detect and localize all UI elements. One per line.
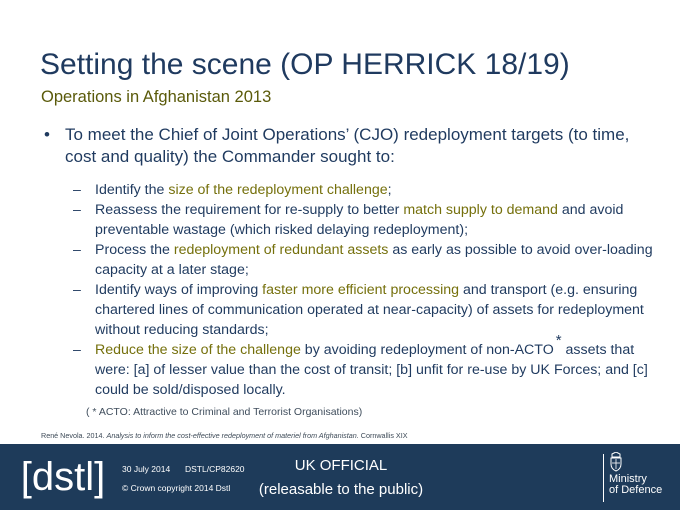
footer-bar [0,444,680,510]
sub-bullet-text: assets that were: [a] of lesser value than the cost of transit; [b] unfit for re-use by UK Forces; and [c] could be sold/disposed locally. [95,342,648,398]
sub-bullet-list [73,180,653,400]
main-bullet-text: To meet the Chief of Joint Operations’ (CJO) redeployment targets (to time, cost and quality) the Commander sought to: [65,125,630,166]
dstl-logo [12,450,114,502]
sub-bullet-highlight: Reduce the size of the challenge [95,342,301,358]
sub-bullet-item [73,240,653,280]
sub-bullet-highlight: redeployment of redundant assets [173,242,389,258]
sub-bullet-item [73,280,653,340]
sub-bullet-text: by avoiding redeployment of non-ACTO [300,342,554,358]
sub-bullet-text: Identify ways of improving [95,282,263,298]
classification-level: UK OFFICIAL [294,457,388,474]
dash-marker: – [73,202,81,218]
footer-reference-number: DSTL/CP82620 [185,464,245,474]
slide-title: Setting the scene (OP HERRICK 18/19) [40,48,570,81]
sub-bullet-item [73,332,653,400]
classification-marking [255,454,427,502]
reference-venue: Cornwallis XIX [360,431,408,440]
sub-bullet-text: as early as possible to avoid over-loading capacity at a later stage; [95,242,653,278]
mod-line-1: Ministry [609,473,647,485]
dash-marker: – [73,342,81,358]
dash-marker: – [73,242,81,258]
bullet-marker: • [44,125,50,144]
slide-subtitle: Operations in Afghanistan 2013 [41,88,272,106]
dash-marker: – [73,282,81,298]
sub-bullet-item [73,200,653,240]
dash-marker: – [73,182,81,198]
sub-bullet-item [73,180,653,200]
mod-divider [603,454,604,502]
footer-copyright: © Crown copyright 2014 Dstl [122,483,231,493]
sub-bullet-text: Identify the [95,182,169,198]
sub-bullet-highlight: match supply to demand [403,202,558,218]
mod-logo-text [609,474,679,496]
sub-bullet-highlight: faster more efficient processing [262,282,460,298]
mod-line-2: of Defence [609,484,663,496]
dstl-logo-text: [dstl] [20,455,106,499]
sub-bullet-text: Reassess the requirement for re-supply to better [95,202,404,218]
acto-footnote: ( * ACTO: Attractive to Criminal and Terrorist Organisations) [86,406,363,418]
sub-bullet-highlight: size of the redeployment challenge [168,182,388,198]
sub-bullet-text: ; [387,182,392,198]
sub-bullet-text: and transport (e.g. ensuring chartered lines of communication operated at near-capacity) of assets for redeployment without reducing standards; [95,282,644,338]
classification-release: (releasable to the public) [258,481,424,498]
reference-title: Analysis to inform the cost-effective redeployment of materiel from Afghanistan. [106,431,359,440]
mod-crest-icon [609,452,623,472]
reference-citation [41,431,408,440]
sub-bullet-text: Process the [95,242,174,258]
sub-bullet-text: and avoid preventable wastage (which risked delaying redeployment); [95,202,624,238]
reference-authors: René Nevola. 2014. [41,431,105,440]
main-bullet [44,124,644,168]
acto-asterisk: * [555,332,562,349]
footer-date: 30 July 2014 [122,464,171,474]
